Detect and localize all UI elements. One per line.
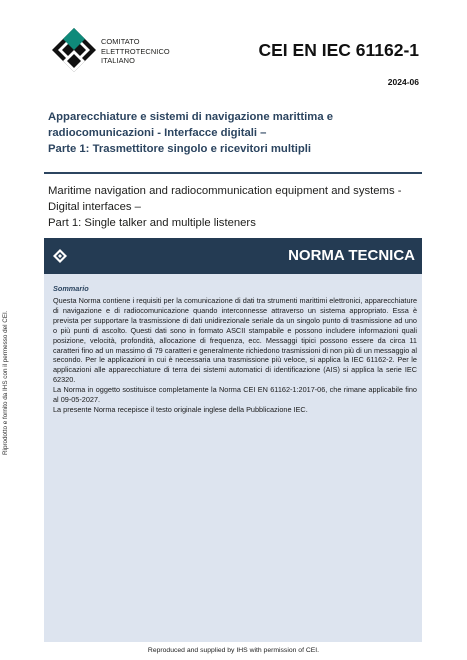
org-line: ITALIANO: [101, 56, 135, 66]
summary-paragraph: Questa Norma contiene i requisiti per la comunicazione di dati tra strumenti marittimi elettronici, apparecchiature di navigazione e di radiocomunicazione quando interconnesse attraverso un sistema appropriato. Essa è prevista per supportare la trasmissione di dati unidirezionale seriale da un singolo punto di trasmissione ad uno o più punti di ascolto. Questi dati sono in formato ASCII stampabile e possono includere informazioni quali posizione, velocità, profondità, allocazione di frequenza, ecc. Messaggi tipici possono essere da circa 11 caratteri fino ad un massimo di 79 caratteri e generalmente richiedono trasmissioni di non più di un messaggio al secondo. Per le applicazioni in cui è necessaria una trasmissione più veloce, si applica la IEC 61162-2. Per le applicazioni alle apparecchiature di terra dei sistemi automatici di identificazione (AIS) si applica la serie IEC 62320.: [53, 296, 417, 385]
summary-paragraph: La presente Norma recepisce il testo originale inglese della Pubblicazione IEC.: [53, 404, 308, 414]
title-divider: [44, 172, 422, 174]
italian-title-line: radiocomunicazioni - Interfacce digitali –: [48, 127, 267, 139]
org-line: COMITATO: [101, 37, 140, 46]
summary-text: [53, 296, 417, 415]
italian-title-line: Apparecchiature e sistemi di navigazione marittima e: [48, 111, 334, 123]
italian-title-line: Parte 1: Trasmettitore singolo e ricevitori multipli: [48, 143, 312, 155]
italian-title: [48, 109, 428, 157]
document-date: 2024-06: [387, 77, 419, 87]
norma-tecnica-banner: [44, 238, 422, 274]
organization-name: [101, 37, 170, 66]
english-title-line: Part 1: Single talker and multiple listeners: [48, 217, 256, 229]
summary-heading: Sommario: [53, 284, 89, 293]
summary-paragraph: La Norma in oggetto sostituisce completamente la Norma CEI EN 61162-1:2017-06, che rimane applicabile fino al 09-05-2027.: [53, 385, 417, 405]
footer-note: Reproduced and supplied by IHS with permission of CEI.: [147, 647, 320, 654]
reproduction-side-note: Riprodotto e fornito da IHS con il permesso del CEI.: [2, 310, 9, 455]
english-title-line: Maritime navigation and radiocommunication equipment and systems -: [48, 185, 402, 197]
document-code: CEI EN IEC 61162-1: [258, 40, 419, 60]
english-title-line: Digital interfaces –: [48, 201, 141, 213]
summary-box: [44, 274, 422, 642]
cei-logo-icon: [50, 26, 98, 74]
english-title: [48, 183, 426, 231]
org-line: ELETTROTECNICO: [101, 46, 170, 56]
diamond-emblem-icon: [53, 249, 67, 263]
banner-title: NORMA TECNICA: [288, 247, 415, 264]
